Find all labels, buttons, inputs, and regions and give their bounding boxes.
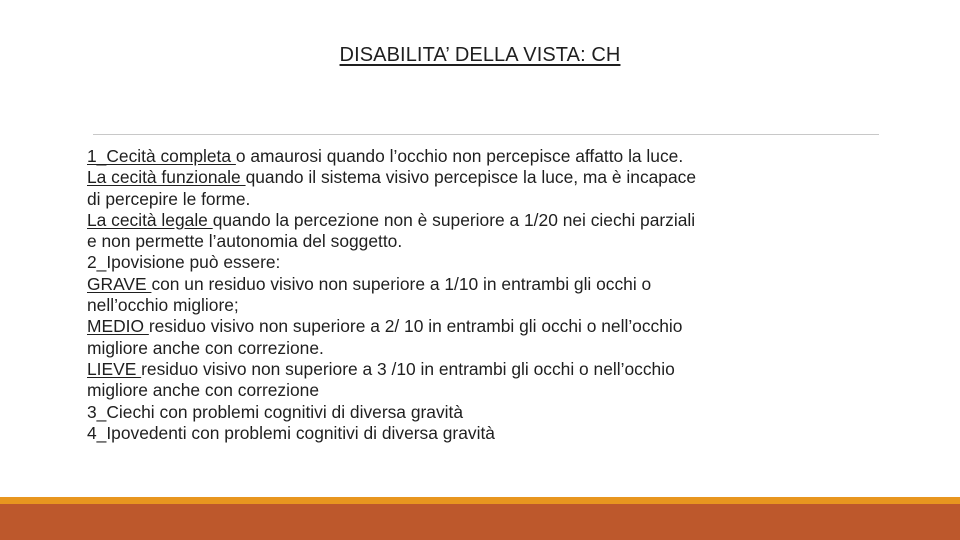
text-line: [87, 380, 887, 401]
line-text: quando il sistema visivo percepisce la luce, ma è incapace: [245, 167, 697, 188]
footer-band-accent: [0, 497, 960, 504]
line-text: migliore anche con correzione.: [87, 337, 324, 358]
underlined-term: 1_Cecità completa: [87, 146, 236, 166]
text-line: [87, 146, 887, 167]
line-text: 3_Ciechi con problemi cognitivi di diversa gravità: [87, 401, 464, 422]
underlined-term: LIEVE: [87, 358, 142, 379]
text-line: [87, 338, 887, 359]
line-text: o amaurosi quando l’occhio non percepisce affatto la luce.: [235, 146, 684, 166]
line-text: nell’occhio migliore;: [87, 295, 239, 316]
text-line: [87, 252, 887, 273]
title-divider: [93, 134, 879, 135]
line-text: quando la percezione non è superiore a 1/20 nei ciechi parziali: [212, 209, 696, 230]
text-line: [87, 210, 887, 231]
line-text: 4_Ipovedenti con problemi cognitivi di diversa gravità: [87, 422, 495, 443]
line-text: 2_Ipovisione può essere:: [87, 252, 281, 273]
line-text: e non permette l’autonomia del soggetto.: [87, 231, 403, 252]
underlined-term: La cecità legale: [87, 209, 213, 230]
footer-band: [0, 504, 960, 540]
line-text: residuo visivo non superiore a 3 /10 in entrambi gli occhi o nell’occhio: [141, 358, 675, 379]
slide-title-text: DISABILITA’ DELLA VISTA: CH: [339, 44, 621, 66]
text-line: [87, 189, 887, 210]
text-line: [87, 359, 887, 380]
text-line: [87, 167, 887, 188]
text-line: [87, 274, 887, 295]
text-line: [87, 316, 887, 337]
slide-title: [0, 44, 960, 67]
underlined-term: GRAVE: [87, 273, 152, 294]
text-line: [87, 402, 887, 423]
text-line: [87, 423, 887, 444]
text-line: [87, 231, 887, 252]
text-line: [87, 295, 887, 316]
line-text: con un residuo visivo non superiore a 1/10 in entrambi gli occhi o: [151, 273, 652, 294]
line-text: residuo visivo non superiore a 2/ 10 in entrambi gli occhi o nell’occhio: [148, 316, 683, 337]
body-text: [87, 146, 887, 444]
line-text: migliore anche con correzione: [87, 380, 319, 401]
line-text: di percepire le forme.: [87, 188, 251, 209]
underlined-term: La cecità funzionale: [87, 167, 246, 188]
underlined-term: MEDIO: [87, 316, 149, 337]
